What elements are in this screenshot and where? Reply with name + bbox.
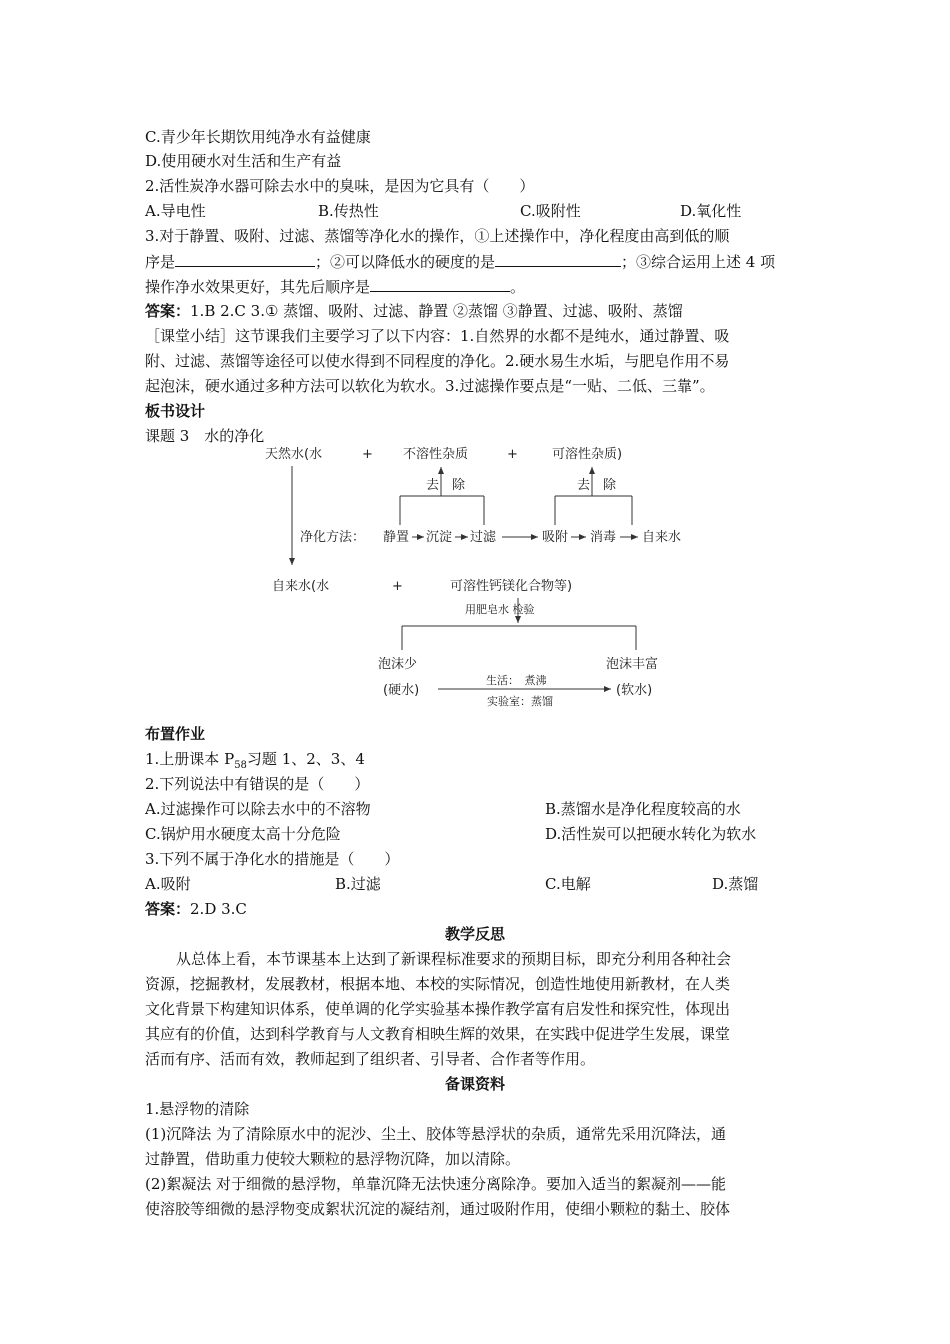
hw-answer-text: 2.D 3.C [190, 900, 247, 918]
hw3-option-d: D.蒸馏 [712, 875, 759, 893]
q2-option-d: D.氧化性 [680, 202, 742, 220]
hw1-text-b: 习题 1、2、3、4 [246, 750, 365, 768]
hw1-text-a: 1.上册课本 P [145, 750, 235, 768]
plus-sign-3: + [392, 579, 403, 594]
answer-text: 1.B 2.C 3.① 蒸馏、吸附、过滤、静置 ②蒸馏 ③静置、过滤、吸附、蒸馏 [190, 302, 683, 320]
plus-sign-2: + [507, 447, 518, 462]
resources-line-1: 1.悬浮物的清除 [145, 1100, 250, 1118]
reflection-line-5: 活而有序、活而有效，教师起到了组织者、引导者、合作者等作用。 [145, 1050, 596, 1068]
less-foam-label: 泡沫少 [378, 657, 418, 672]
q3-text-d: 操作净水效果更好，其先后顺序是 [145, 278, 371, 296]
tap-water-label: 自来水(水 [272, 579, 330, 594]
hw2-option-c: C.锅炉用水硬度太高十分危险 [145, 825, 341, 843]
method-label: 净化方法： [300, 530, 366, 545]
reflection-heading: 教学反思 [444, 925, 505, 943]
summary-line-3: 起泡沫，硬水通过多种方法可以软化为软水。3.过滤操作要点是“一贴、二低、三靠”。 [145, 377, 715, 395]
hw3-option-b: B.过滤 [335, 875, 381, 893]
board-heading: 板书设计 [145, 402, 206, 420]
q2-option-b: B.传热性 [318, 202, 379, 220]
life-label: 生活： 煮沸 [486, 674, 547, 687]
question-3-line-1: 3.对于静置、吸附、过滤、蒸馏等净化水的操作，①上述操作中，净化程度由高到低的顺 [145, 227, 730, 245]
summary-line-2: 附、过滤、蒸馏等途径可以使水得到不同程度的净化。2.硬水易生水垢，与肥皂作用不易 [145, 352, 730, 370]
natural-water-label: 天然水(水 [265, 447, 323, 462]
reflection-line-3: 文化背景下构建知识体系，使单调的化学实验基本操作教学富有启发性和探究性，体现出 [145, 1000, 731, 1018]
hw-answer-label: 答案： [145, 900, 191, 918]
summary-line-1: ［课堂小结］这节课我们主要学习了以下内容：1.自然界的水都不是纯水，通过静置、吸 [145, 327, 730, 345]
q3-text-b: ；②可以降低水的硬度的是 [315, 253, 496, 271]
q3-text-a: 序是 [145, 253, 176, 271]
board-title: 课题 3 水的净化 [145, 427, 265, 445]
hw2-option-a: A.过滤操作可以除去水中的不溶物 [145, 800, 371, 818]
reflection-line-2: 资源，挖掘教材，发展教材，根据本地、本校的实际情况，创造性地使用新教材，在人类 [145, 975, 731, 993]
resources-line-3: 过静置，借助重力使较大颗粒的悬浮物沉降，加以清除。 [145, 1150, 521, 1168]
hard-water-label: (硬水) [383, 683, 420, 698]
remove-label-2: 去 除 [577, 478, 617, 493]
question-2: 2.活性炭净水器可除去水中的臭味，是因为它具有（ ） [145, 177, 535, 195]
hw1-page-sub: 58 [234, 760, 247, 771]
hw3-option-a: A.吸附 [145, 875, 191, 893]
hw2-option-d: D.活性炭可以把硬水转化为软水 [545, 825, 757, 843]
resources-line-5: 使溶胶等细微的悬浮物变成絮状沉淀的凝结剂，通过吸附作用，使细小颗粒的黏土、胶体 [145, 1200, 731, 1218]
resources-line-2: (1)沉降法 为了清除原水中的泥沙、尘土、胶体等悬浮状的杂质，通常先采用沉降法，通 [145, 1125, 727, 1143]
option-d: D.使用硬水对生活和生产有益 [145, 152, 342, 170]
lab-label: 实验室：蒸馏 [487, 695, 553, 708]
resources-heading: 备课资料 [444, 1075, 505, 1093]
q3-text-e: 。 [510, 278, 526, 296]
option-c: C.青少年长期饮用纯净水有益健康 [145, 128, 371, 146]
q2-option-c: C.吸附性 [520, 202, 581, 220]
q2-option-a: A.导电性 [145, 202, 206, 220]
soap-test-label: 用肥皂水 检验 [465, 603, 535, 616]
homework-3: 3.下列不属于净化水的措施是（ ） [145, 850, 400, 868]
homework-2: 2.下列说法中有错误的是（ ） [145, 775, 370, 793]
reflection-line-4: 其应有的价值，达到科学教育与人文教育相映生辉的效果，在实践中促进学生发展，课堂 [145, 1025, 731, 1043]
hw2-option-b: B.蒸馏水是净化程度较高的水 [545, 800, 741, 818]
answer-label: 答案： [145, 302, 191, 320]
reflection-line-1: 从总体上看，本节课基本上达到了新课程标准要求的预期目标，即充分利用各种社会 [176, 950, 732, 968]
step-disinfect: 消毒 [590, 530, 617, 545]
homework-answer [145, 897, 247, 921]
step-filter: 过滤 [470, 530, 497, 545]
soft-water-label: (软水) [616, 683, 653, 698]
step-sediment: 沉淀 [426, 530, 453, 545]
remove-label-1: 去 除 [426, 478, 466, 493]
rich-foam-label: 泡沫丰富 [606, 657, 659, 672]
ca-mg-label: 可溶性钙镁化合物等) [450, 579, 573, 594]
insoluble-label: 不溶性杂质 [403, 447, 469, 462]
soluble-label: 可溶性杂质) [552, 447, 623, 462]
step-tap-water: 自来水 [642, 530, 682, 545]
plus-sign-1: + [362, 447, 373, 462]
step-adsorb: 吸附 [542, 530, 569, 545]
homework-heading: 布置作业 [145, 725, 206, 743]
step-settle: 静置 [383, 530, 410, 545]
hw3-option-c: C.电解 [545, 875, 591, 893]
resources-line-4: (2)絮凝法 对于细微的悬浮物，单靠沉降无法快速分离除净。要加入适当的絮凝剂——能 [145, 1175, 727, 1193]
q3-text-c: ；③综合运用上述 4 项 [621, 253, 776, 271]
